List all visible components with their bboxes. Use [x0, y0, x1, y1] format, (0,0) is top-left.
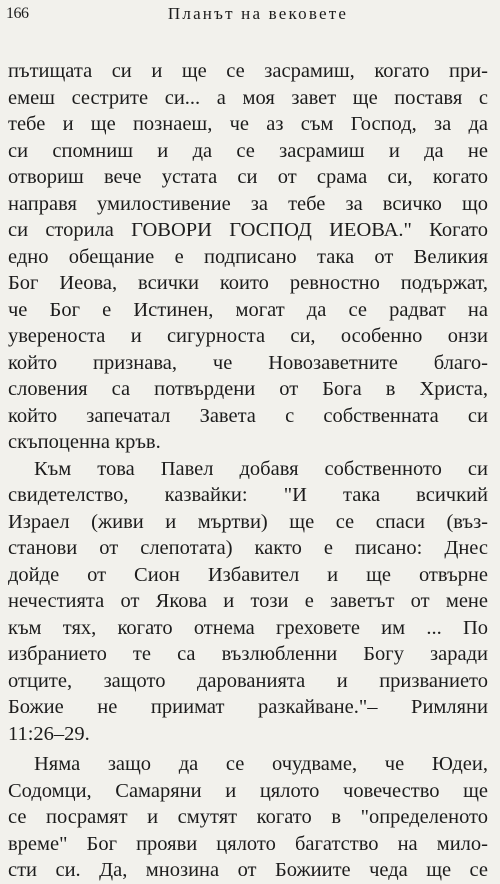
page-number: 166	[6, 5, 29, 22]
text-line: направя умилостивение за тебе за всичко що	[8, 192, 488, 215]
text-line: отците, защото дарованията и призванието	[8, 669, 488, 692]
text-line: Към това Павел добавя собственното си	[34, 457, 488, 480]
text-line: си сторила ГОВОРИ ГОСПОД ИЕОВА." Когато	[8, 219, 488, 241]
text-line: Содомци, Самаряни и цялото човечество ще	[8, 779, 488, 802]
running-head	[6, 4, 490, 28]
paragraph-1	[8, 58, 488, 456]
text-line: нечестията от Якова и този е заветът от мене	[8, 590, 488, 612]
text-line: станови от слепотата) както е писано: Днес	[8, 537, 488, 559]
paragraph-3	[8, 751, 488, 884]
text-line: Няма защо да се очудваме, че Юдеи,	[34, 753, 488, 775]
text-line: сти си. Да, мнозина от Божиите чеда ще се	[8, 859, 488, 881]
text-line: време" Бог прояви цялото багатство на мило-	[8, 832, 488, 855]
text-line: избранието те са възлюбленни Богу заради	[8, 643, 488, 665]
text-line: си спомниш и да се засрамиш и да не	[8, 139, 488, 162]
text-line: скъпоценна кръв.	[8, 431, 161, 453]
text-line: към тях, когато отнема греховете им ... По	[8, 616, 488, 639]
text-line: отвориш вече устата си от срама си, когато	[8, 166, 488, 188]
text-line: пътищата си и ще се засрамиш, когато при-	[8, 60, 488, 82]
text-line: Божие не приимат разкайване."– Римляни	[8, 696, 488, 718]
text-line: че Бог е Истинен, могат да се радват на	[8, 298, 488, 321]
text-line: свидетелство, казвайки: "И така всичкий	[8, 484, 488, 506]
text-line: Израел (живи и мъртви) ще се спаси (въз-	[8, 510, 488, 533]
text-line: се посрамят и смутят когато в "определеното	[8, 806, 488, 828]
text-line: който запечатал Завета с собственната си	[8, 404, 488, 427]
text-line: словения са потвърдени от Бога в Христа,	[8, 378, 488, 400]
text-line: емеш сестрите си... а моя завет ще поставя с	[8, 86, 488, 109]
text-line: едно обещание е подписано така от Великия	[8, 245, 488, 268]
body-text	[8, 58, 488, 884]
text-line: 11:26–29.	[8, 722, 90, 745]
text-line: увереноста и сигурноста си, особенно онзи	[8, 325, 488, 347]
paragraph-2	[8, 456, 488, 748]
text-line: тебе и ще познаеш, че аз съм Господ, за да	[8, 113, 488, 135]
text-line: дойде от Сион Избавител и ще отвърне	[8, 563, 488, 586]
text-line: Бог Иеова, всички които ревностно подържат,	[8, 272, 488, 294]
text-line: който признава, че Новозаветните благо-	[8, 351, 488, 374]
running-title: Планът на вековете	[167, 4, 349, 23]
